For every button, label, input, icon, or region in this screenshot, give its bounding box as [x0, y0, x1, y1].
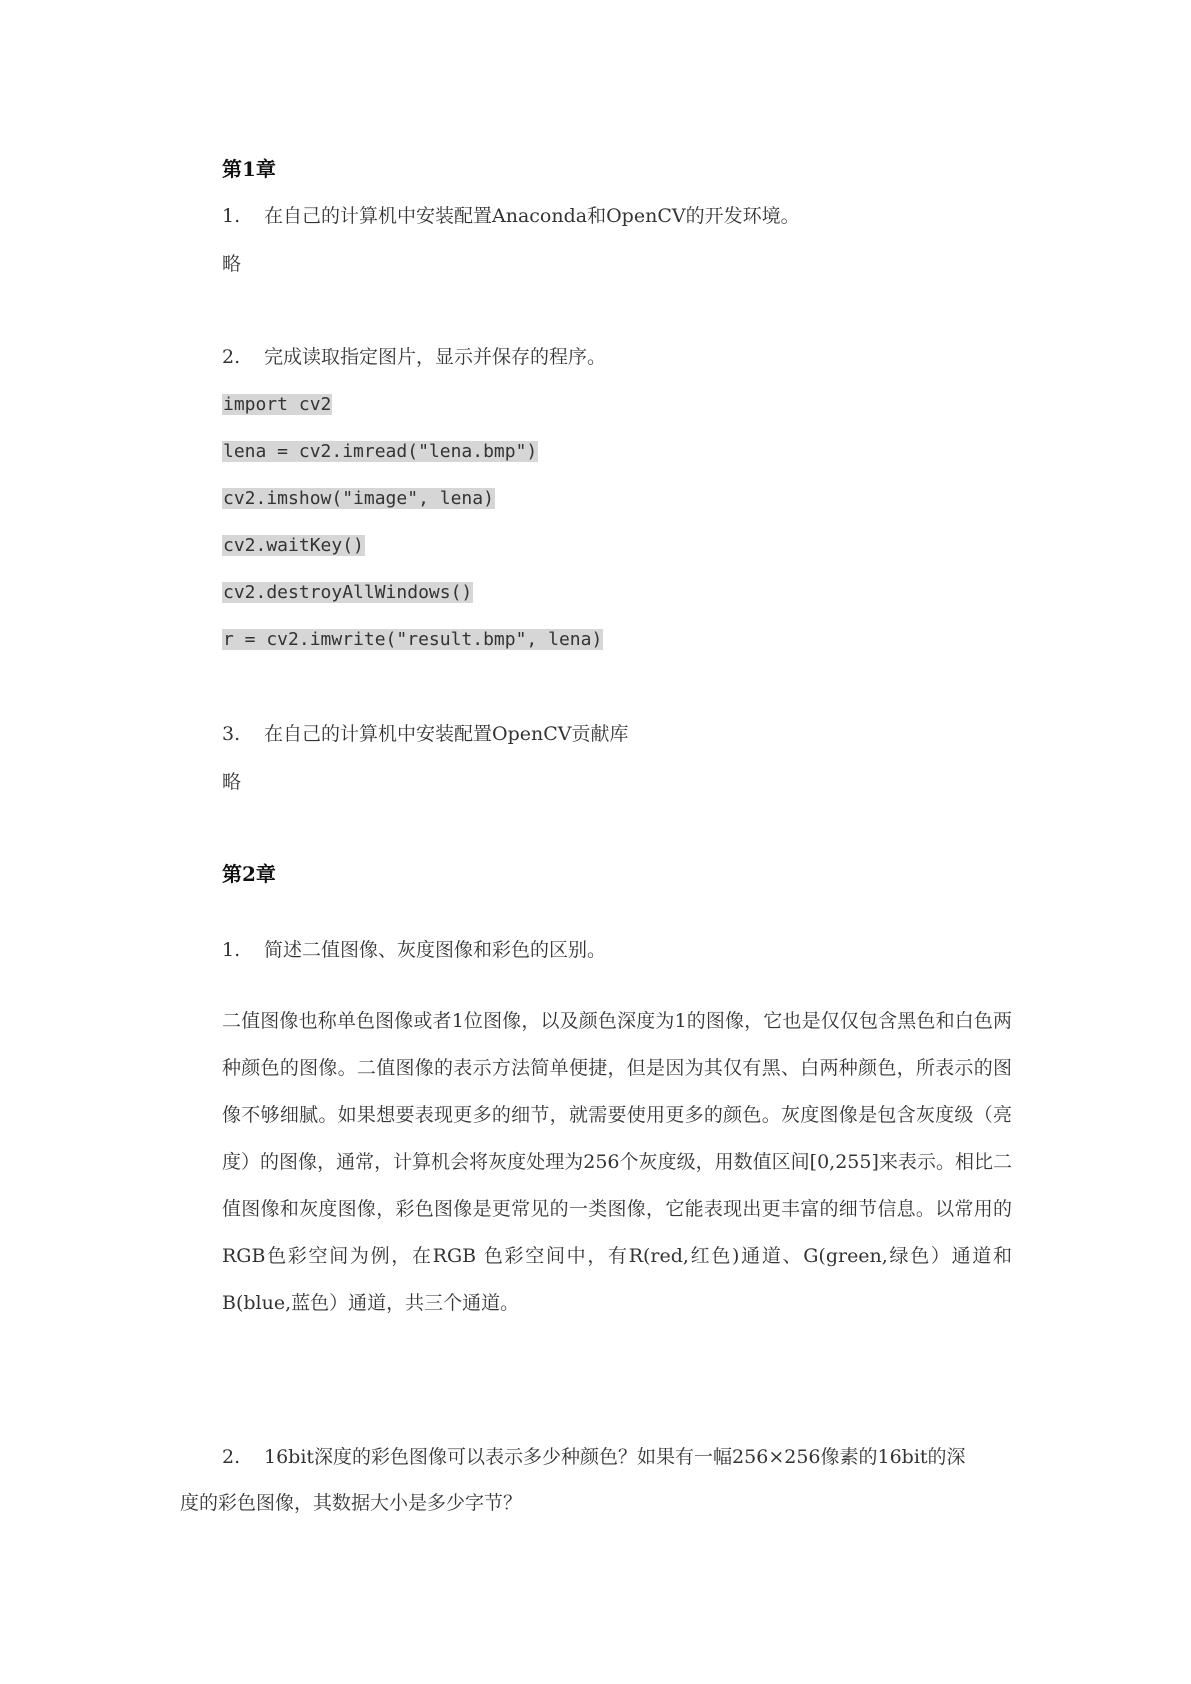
question-text: 在自己的计算机中安装配置OpenCV贡献库 [264, 723, 629, 745]
ch1-answer-3: 略 [222, 771, 242, 793]
ch2-question-2-line-2: 度的彩色图像，其数据大小是多少字节？ [180, 1492, 523, 1514]
ch2-question-1 [222, 937, 606, 963]
ch1-question-2 [222, 344, 606, 370]
code-text: cv2.destroyAllWindows() [223, 582, 473, 603]
code-text: r = cv2.imwrite("result.bmp", lena) [223, 629, 603, 650]
code-line [222, 485, 495, 512]
ch1-answer-1: 略 [222, 253, 242, 275]
chapter-1-heading: 第1章 [222, 157, 276, 181]
code-line [222, 579, 473, 606]
code-text: import cv2 [223, 394, 332, 415]
code-text: cv2.imshow("image", lena) [223, 488, 494, 509]
question-number: 2. [222, 1446, 241, 1468]
ch2-question-2-line-1 [222, 1444, 966, 1470]
code-text: lena = cv2.imread("lena.bmp") [223, 441, 538, 462]
question-number: 1. [222, 205, 241, 227]
code-line [222, 626, 603, 653]
question-number: 2. [222, 346, 241, 368]
code-line [222, 391, 332, 418]
code-line [222, 438, 538, 465]
question-text: 完成读取指定图片，显示并保存的程序。 [264, 346, 607, 368]
question-text: 16bit深度的彩色图像可以表示多少种颜色？如果有一幅256×256像素的16bit的深 [264, 1446, 966, 1468]
ch1-question-1 [222, 203, 800, 229]
question-text: 简述二值图像、灰度图像和彩色的区别。 [264, 939, 607, 961]
ch2-answer-1-paragraph: 二值图像也称单色图像或者1位图像，以及颜色深度为1的图像，它也是仅仅包含黑色和白色两种颜色的图像。二值图像的表示方法简单便捷，但是因为其仅有黑、白两种颜色，所表示的图像不够细腻。如果想要表现更多的细节，就需要使用更多的颜色。灰度图像是包含灰度级（亮度）的图像，通常，计算机会将灰度处理为256个灰度级，用数值区间[0,255]来表示。相比二值图像和灰度图像，彩色图像是更常见的一类图像，它能表现出更丰富的细节信息。以常用的RGB色彩空间为例，在RGB 色彩空间中，有R(red,红色)通道、G(green,绿色）通道和B(blue,蓝色）通道，共三个通道。 [222, 1010, 1012, 1314]
chapter-2-heading: 第2章 [222, 862, 276, 886]
code-line [222, 532, 365, 559]
question-number: 1. [222, 939, 241, 961]
ch1-question-3 [222, 721, 628, 747]
question-number: 3. [222, 723, 241, 745]
question-text: 在自己的计算机中安装配置Anaconda和OpenCV的开发环境。 [264, 205, 800, 227]
code-text: cv2.waitKey() [223, 535, 364, 556]
